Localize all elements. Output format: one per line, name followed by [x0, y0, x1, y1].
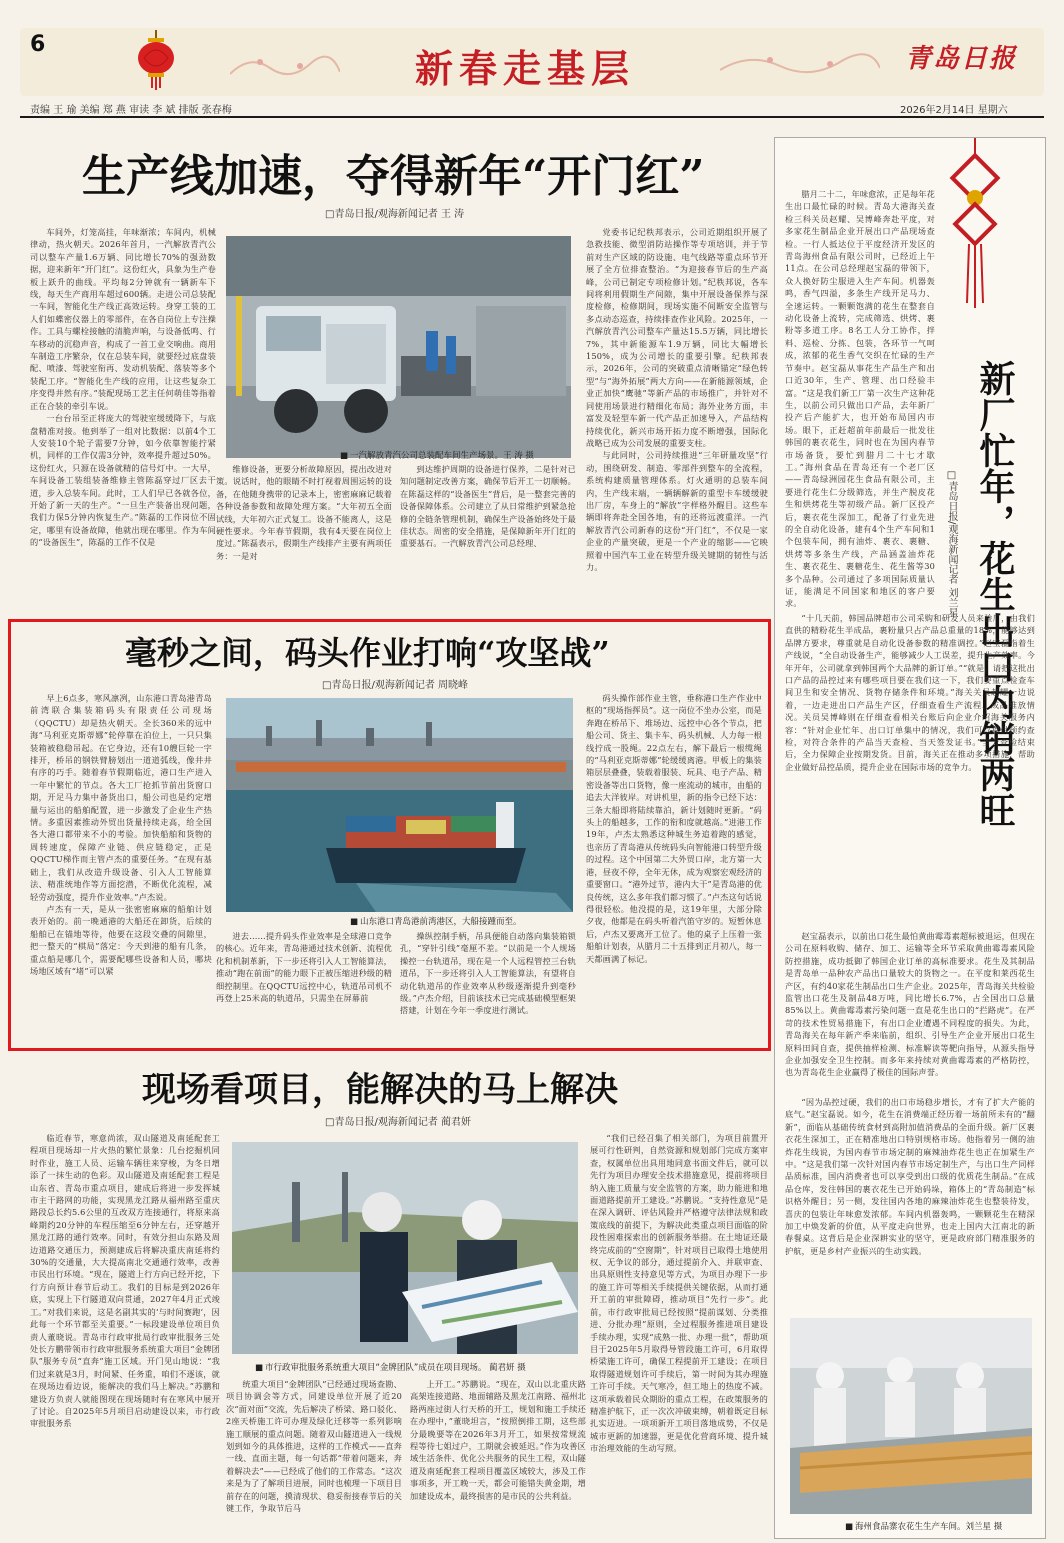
article2-caption: ■ 山东港口青岛港前湾港区，大船接踵而至。: [350, 915, 522, 927]
article2-col1: 早上6点多，寒风凛冽，山东港口青岛港青岛前湾联合集装箱码头有限责任公司现场（QQCTU）却是热火朝天。全长360米的远中海“马利亚克斯蒂娜”轮停靠在泊位上，一只只集装箱被稳稳吊起。在它身边，还有10艘巨轮一字排开，桥吊的钢铁臂膀划出一道道弧线，像井井有序的巧手。随着春节假期临近，港口生产进入一年中繁忙的节点。各大工厂抢抓节前出货窗口期，开足马力集中备货出口，船公司也是约定增量与运出的船舶配置，进一步激发了企业生产热情。多重因素推动外贸出货量持续走高，给全国各大港口都带来不小的考验。加快船舶和货物的周转速度，保障产业链、供应链稳定，正是QQCTU梯作而主管卢杰的重要任务。“在现有基础上，我们从改造升级设备、引入人工智能算法、精准统地作等方面挖潜，不断优化流程，减轻劳动强度，提升作业效率。”卢杰说。 卢杰有一天，是从一张密密麻麻的船舶计划表开始的。前一晚通港的大船还在卸货，后续的船舶已在锚地等待，他要在这段交叠的间隙里，把一整天的“棋局”落定：今天到港的船有几条，重点船是哪几个，需要配哪些设备和人员，哪块场地区域有“堵”可以紧: [30, 693, 212, 976]
chinese-knot-icon: [945, 138, 1005, 308]
sidebar-col4: “因为品控过硬，我们的出口市场稳步增长，才有了扩大产能的底气。”赵宝磊说。如今，花生在消费端正经历着一场前所未有的“翻新”，面临从基础传统食材到高附加值消费品的全面升级。新厂区裹衣花生深加工，正在精准地出口特别规格市场。他指着另一侧的油炸花生线说，为国内春节市场定制的麻辣油炸花生也正在加紧生产中。“这是我们第一次针对国内春节市场定制生产，与出口生产同样品质标准，国内消费者也可以享受到出口级的优质花生制品。”在成品仓库，发往韩国的裹衣花生已开始码垛，箱体上的“青岛制造”标识格外醒目；另一侧，发往国内各地的麻辣油炸花生也整装待发，喜庆的包装让年味愈发浓郁。车间内机器轰鸣，一颗颗花生在精深加工中焕发新的价值，从平度走向世界，也走上国内大江南北的新春餐桌。这背后是企业深耕实业的坚守，更是政府部门精准服务的护航，更是乡村产业振兴的生动实践。: [785, 1097, 1035, 1256]
article3-col1: 临近春节，寒意尚浓，双山隧道及南延配套工程项目现场却一片火热的繁忙景象：几台挖掘机同时作业，施工人员、运输车辆往来穿梭，为冬日增添了一抹生动的色彩。双山隧道及南延配套工程是山东省、青岛市重点项目，建成后将进一步发挥城市主干路网的功能，实现黑龙江路从福州路至重庆路段总长约5.6公里的互改双方连接通行，将原来高峰期约20分钟的车程压缩至6分钟左右，还穿越开黑龙江路的通行效率。同时，有效分担山东路及周边道路交通压力，预测建成后将解决重庆南延将约30%的交通量，大大提高南北交通通行效率，改善市民出行环境。“现在，隧道上行方向已经开挖，下行方向预计春节后动工。我们的目标是到2026年底，实现上下行隧道双向贯通，2027年4月正式竣工。”对我们来说，这是名副其实的‘与时间赛跑’，因此每一个环节都至关重要。”一标段建设单位项目负责人董晓说。青岛市行政审批局行政审批服务三处处长方鹏带领市行政审批服务系统重大项目“金牌团队”服务专员“直奔”施工区域。开门见山地说：“我们过来就是3月，时间紧、任务重，咱们不逐该，就在现场边看边说，能解决的我们马上解决。”苏鹏和建设方负责人就能图现在现场随时有在寒风中展开了讨论。自2025年5月项目启动建设以来，市行政审批服务系: [30, 1133, 220, 1429]
article1-col4: 党委书记纪秩邦表示，公司近期组织开展了急救技能、微型消防站操作等专项培训，并于节前对生产区域的防设施、电气线路等重点环节开展了全方位排查整治。“为迎接春节后的生产高峰，公司已制定专项检修计划。”纪秩邦说，各车间将利用假期生产间隙，集中开展设备保养与深度检修，检修期间，现场实施不间断安全监管与多点动态巡查，持续排查作业风险。2025年，一汽解放青汽公司整车产量达15.5万辆，同比增长7%，其中新能源车1.9万辆，同比大幅增长150%，成为公司增长的重要引擎。纪秩邦表示，2026年，公司的突破重点清晰锚定“绿色转型”与“海外拓展”两大方向——在新能源领域，企业正加快“鹰驰”等新产品的市场推广，并针对不同使用场景进行精细化布局；海外业务方面，丰富发及轻型车新一代产品正加速导入，产品结构持续优化，新兴市场开拓力度不断增强，国际化战略已成为公司发展的重要支柱。 与此同时，公司持续推进“三年研量攻坚”行动，围绕研发、制造、零部件到整车的全流程，系统构建质量管理体系。灯火通明的总装车间内，生产线末端，一辆辆解新的重型卡车缓缓驶出厂房，车身上的“解放”字样格外醒目。这些车辆即将奔赴全国各地，有的还将远渡重洋。一汽解放青汽公司新春的这份“开门红”，不仅是一家企业的产量突破，更是一个产业的缩影——它映照着中国汽车工业在转型升级关键期的韧性与活力。: [586, 227, 768, 572]
article1-photo: [226, 236, 571, 458]
article2-col2: 进去……提升码头作业效率是全球港口竞争的核心。近年来，青岛港通过技术创新、流程优化和机制革新，下一步还将引入人工智能算法，推动“跑在前面”的能力眼下正被压缩进秒级的精细控制里。在QQCTU远控中心，轨道吊司机不再登上25米高的轨道吊，只需坐在屏幕前: [216, 931, 392, 1004]
article3-byline: □青岛日报/观海新闻记者 蔺君妍: [325, 1117, 471, 1128]
festive-ornament: [230, 44, 340, 84]
article1-byline: □青岛日报/观海新闻记者 王 涛: [325, 209, 465, 220]
article1-caption: ■ 一汽解放青汽公司总装配车间生产场景。王 涛 摄: [340, 449, 534, 461]
article3-col3: 上开工。”苏鹏说。“现在，双山以北重庆路高架连接道路、地面辅路及黑龙江南路、福州北路两座过街人行天桥的开工，规划和施工手续还在办理中，”董晓坦言，“按照倒排工期，这些部分最晚要等在2026年3月开工，如果按常规流程等待七姐过户，工期就会被延迟。”作为攻善区域生活条件、优化公共服务的民生工程，双山隧道及南延配套工程项目覆盖区域较大，涉及工作事项多，开工晚一天，都会可能错失黄金期，增加建设成本，最终损害的是市民的公共利益。: [410, 1379, 586, 1501]
article3-caption: ■ 市行政审批服务系统重大项目“金牌团队”成员在项目现场。 蔺君妍 摄: [255, 1361, 526, 1373]
article1-title: 生产线加速，夺得新年“开门红”: [82, 151, 705, 202]
article3-col4: “我们已经召集了相关部门，为项目前置开展可行性研判，自然资源和规划部门完成方案审查，权属单位出具用地同意书面文件后，就可以先行为项目办理安全技术措施意见，提前将项目纳入施工质量与安全监管的方案，助力能进和地面道路提前开工建设。”苏鹏说。“支持性意见”是在深入调研、评估风险并严格遵守法律法规和政策底线的前提下，为解决此类重点项目面临的阶段性困难探索出的创新服务举措。在土地证还最终完成前的“空窗期”，针对项目已取得土地使用权、无争议的部分，通过提前介入、并联审查、出具原则性支持意见等方式，为项目办理下一步的施工许可等相关手续提供关键依据，从而打通开工前的审批障碍，推动项目“先行一步”。此前，市行政审批局已经按照“提前谋划、分类推进、分批办理”原则，全过程服务推进项目建设手续办理，实现“成熟一批、办理一批”，帮助项目于2025年5月取得导管段施工许可，6月取得桥梁施工许可，确保工程提前开工建设；在项目取得隧道规划许可手续后，第一时间为其办理施工许可手续。天气寒冷，但工地上的热度不减。这项承载着民众期盼的重点工程，在政策服务的精准护航下，正一次次冲破束缚，朝着既定目标扎实迈进。一项项新开工项目落地成势，不仅是城市更新的加速器，更是优化营商环境、提升城市治理效能的生动写照。: [590, 1133, 768, 1454]
sidebar-caption: ■ 海州食品寨农花生生产车间。刘兰星 摄: [845, 1520, 1002, 1532]
sidebar-col2: “十几天前，韩国品牌超市公司采购和研发人员来验厂，由我们直供的精粉花生半成品，裹粉量只占产品总重量的18%，能够达到品牌方要求，尊重就是自动化设备参数的精准调控。”赵宝磊指着生产线说，“全自动设备生产，能够减少人工误差，提升生产效率。今年开年，公司就拿到韩国两个大品牌的新订单。”“就是，请把这批出口产品的品控过来有哪些项目要在我们这一下，我们要重点检查车间卫生和安全情况、货物存储条件和环境。”海关关员赵耀一边说着，一边走进出口产品生产区，仔细查看生产流程、成品堆放情况。关员吴博峰则在仔细查看相关台账后向企业介绍海关服务内容：“针对企业忙年、出口订单集中的情况，我们可以提供预约查检，对符合条件的产品当天查检、当天签发证书。”当天查检结束后，全力保障企业按期发货。目前，海关正在推动多项措施，帮助企业做好品控品质，提升企业在国际市场的竞争力。: [785, 613, 1035, 772]
article2-title: 毫秒之间，码头作业打响“攻坚战”: [125, 634, 610, 672]
article2-photo: [226, 698, 573, 912]
publication-date: 2026年2月14日 星期六: [900, 105, 1008, 116]
festive-ornament: [720, 44, 880, 84]
article3-col2: 统重大项目“金牌团队”已经通过现场查勘、项目协调会等方式，同建设单位开展了近20次“面对面”交流，先后解决了桥梁、路口驳化、2座天桥施工许可办理及绿化迁移等一系列影响施工顺展的重点问题。随着双山隧道进入一线规划到如今的具体推进，这样的工作模式——直奔一线、直面主题，每一句话都“带着问题来，奔着解决去”——已经成了他们的工作常态。“这次来是为了了解项目进展，同时也梳理一下项目目前存在的问题，摸清现状、稳妥衔接春节后的关键工作，争取节后马: [226, 1379, 402, 1514]
lantern-icon: [132, 30, 180, 90]
article2-col3: 操纵控制手柄，吊具便能自动落向集装箱锁孔，“穿针引线”毫厘不差。“以前是一个人规场操控一台轨道吊，现在是一个人远程管控三台轨道吊，下一步还将引入人工智能算法，有望将自动化轨道吊的作业效率从秒级逐渐提升到毫秒级。”卢杰介绍，目前该技术已完成基础模型框架搭建，计划在今年一季度进行测试。: [400, 931, 576, 1016]
article1-col3: 到达维护周期的设备进行保养，二是针对已知问题制定改善方案，确保节后开工一切顺畅。在陈磊这样的“设备医生”背后，是一整套完善的设备保障体系。公司建立了从日常维护到紧急抢修的全链条管理机制，确保生产设备始终处于最佳状态。周密的安全措施，是保障新年开门红的重要基石。一汽解放青汽公司总经理、: [400, 464, 576, 549]
sidebar-col1: 腊月二十二，年味愈浓，正是每年花生出口最忙碌的时候。青岛大港海关查检三科关员赵耀、吴博峰奔赴平度，对多家花生制品企业开展出口产品现场查检。一行人抵达位于平度经济开发区的青岛海州食品有限公司时，已经近上午11点。在公司总经理赵宝磊的带领下，众人换好防尘服进入生产车间。机器轰鸣，香气四溢，多条生产线开足马力、全速运转。一颗颗饱满的花生在整套自动化设备上流转，完成筛选、烘烤、裹粉等多道工序。8名工人分工协作，拌料、巡检、分拣、包装，各环节一气呵成，浓郁的花生香气交织在忙碌的生产节奏中。赵宝磊从事花生产品生产和出口近30年，生产、管理、出口经验丰富。“这是我们新工厂第一次生产这种花生，以前公司只做出口产品，去年新厂投产后产能扩大，也开始布局国内市场。眼下，正赶超前年前最后一批发往韩国的裹衣花生，同时也在为国内春节市场备货，要忙到腊月二十七才歇工。”海州食品在青岛还有一个老厂区——青岛绿洲园花生食品有限公司，主要进行花生仁分级筛选，并生产脱皮花生和烘烤花生等初级产品。新厂区投产后，裹衣花生深加工，配备了行业先进的全自动化设备，建有4个生产车间和1个包装车间，拥有油炸、裹衣、裹糖、烘烤等多条生产线，产品涵盖油炸花生、裹衣花生、裹糖花生、花生酱等30多个品种。公司通过了多项国际质量认证，能满足不同国家和地区的客户要求。: [785, 189, 935, 608]
page-number: 6: [30, 32, 46, 57]
sidebar-byline: □青岛日报/观海新闻记者 刘兰星: [946, 470, 957, 618]
sidebar-title: 新厂忙年，花生出口内销两旺: [974, 360, 1016, 828]
article2-byline: □青岛日报/观海新闻记者 周晓峰: [322, 680, 468, 691]
article1-col2: 维修设备，更要分析故障原因，提出改进对策。说话时，他的眼睛不时打视着周围运转的设备，在他随身携带的记录本上，密密麻麻记载着各种设备参数和故障处理方案。“大年初五全面试线，大年初六正式复工。设备不能离人，这是硬性要求。今年春节假期，我有4天要在岗位上度过。”陈磊表示，假期生产线排产主要有两项任务：一是对: [216, 464, 392, 561]
masthead-logo: 青岛日报: [905, 44, 1018, 74]
article3-title: 现场看项目，能解决的马上解决: [142, 1070, 618, 1110]
article3-photo: [232, 1142, 578, 1354]
section-title: 新春走基层: [414, 46, 635, 91]
sidebar-col3: 赵宝磊表示，以前出口花生最怕黄曲霉毒素超标被退运，但现在公司在原料收购、储存、加工、运输等全环节采取黄曲霉毒素风险防控措施，成功抵御了韩国企业订单的高标准要求。花生及其制品是青岛单一品种农产品出口量较大的货物之一。在平度和莱西花生产区，有约40家花生制品出口生产企业。2025年，青岛海关共检验监管出口花生及制品48万吨，同比增长6.7%，占全国出口总量85%以上。黄曲霉毒素污染问题一直是花生出口的“拦路虎”。在严苛的技术性贸易措施下，有出口企业遭遇不同程度的损失。为此，青岛海关在每年新产季来临前，组织、引导生产企业开展出口花生原料田间自查，提供抽样检测、标准解读等靶向指导，从源头指导企业加强安全卫生控制。而多年来持续对黄曲霉毒素的严格防控，也为青岛花生企业赢得了极佳的国际声誉。: [785, 931, 1035, 1078]
header-rule: [20, 116, 1044, 118]
article2-col4: 码头操作部作业主管，垂称港口生产作业中枢的“现场指挥员”。这一岗位不坐办公室，而是奔跑在桥吊下、堆场边、远控中心各个节点，把船公司、货主、集卡车、码头机械、人力每一根线拧成一股绳。22点左右，解下最后一根缆绳的“马利亚克斯蒂娜”轮缓缓离港。甲板上的集装箱层层叠叠，装载着服装、玩具、电子产品、精密设备等出口货物，像一座流动的城市，由船的追去大洋彼岸。对讲机里，新的指令已经下达：三条大船即将陆续靠泊，新计划随时更新。“码头上的船越多，工作的衔和度就越高。”进港工作19年，卢杰太熟悉这种城生务追着跑的感觉，也亲历了青岛港从传统码头向智能港口转型升级的过程。这个中国第二大外贸口岸，北方第一大港，昼夜不停，全年无休，成为观察宏观经济的重要窗口。“港外过节，港内大干”是青岛港的优良传统，这么多年我们都习惯了。”卢杰这句话说得很轻松。他没提的是，这19年里，大部分除夕夜，他都是在码头听着汽笛守岁的。短暂休息后，卢杰又要离开工位了。他的桌子上压着一张船舶计划表，从腊月二十五排到正月初八，每一天都画满了标记。: [586, 693, 762, 964]
sidebar-photo: [790, 1318, 1032, 1514]
editor-credits: 责编 王 瑜 美编 郑 燕 审读 李 斌 排版 张春梅: [30, 105, 232, 116]
article1-col1: 车间外，灯笼高挂，年味渐浓；车间内，机械律动，热火朝天。2026年首月，一汽解放青汽公司以整车产量1.6万辆、同比增长70%的强劲数据，迎来新年“开门红”。这份红火，具象为生产卷板上跃升的曲线。平均每2分钟就有一辆新车下线，每天生产商用车超过600辆。走进公司总装配一车间，智能化生产线正高效运转。身穿工装的工人们如蝶密仪器上的零部件，在各自岗位上专注操作。工具与螺栓接触的清脆声响，与设备低鸣、行车移动的沉稳声音，构成了一首工业交响曲。商用车制造工序繁杂，仅在总装车间，就要经过底盘装配、喷漆、驾驶室衔再、发动机装配、落装等多个装配工序。“智能化生产线的应用，让这些复杂工序变得井然有序。”装配现场工艺主任何萌佳等指着正在合装的牵引车说。 一台台吊至正将庞大的驾驶室缓缓降下，与底盘精准对接。他到举了一组对比数据：以前4个工人安装10个轮子需要7分钟，如今依靠智能拧紧机，同样的工作仅需3分钟，效率提升超过50%。这份红火，只源在设备就精的信号灯中。一大早，车间设备工装组装备维修主管陈磊穿过厂区去干道，步入总装车间。此时，工人们早已各就各位，开始了新一天的生产。“一旦生产装备出现问题，我们力保5分钟内恢复生产。”陈磊的工作岗位不固定，哪里有设备故障，他就出现在哪里。作为车间的“设备医生”，陈磊的工作不仅是: [30, 227, 216, 548]
